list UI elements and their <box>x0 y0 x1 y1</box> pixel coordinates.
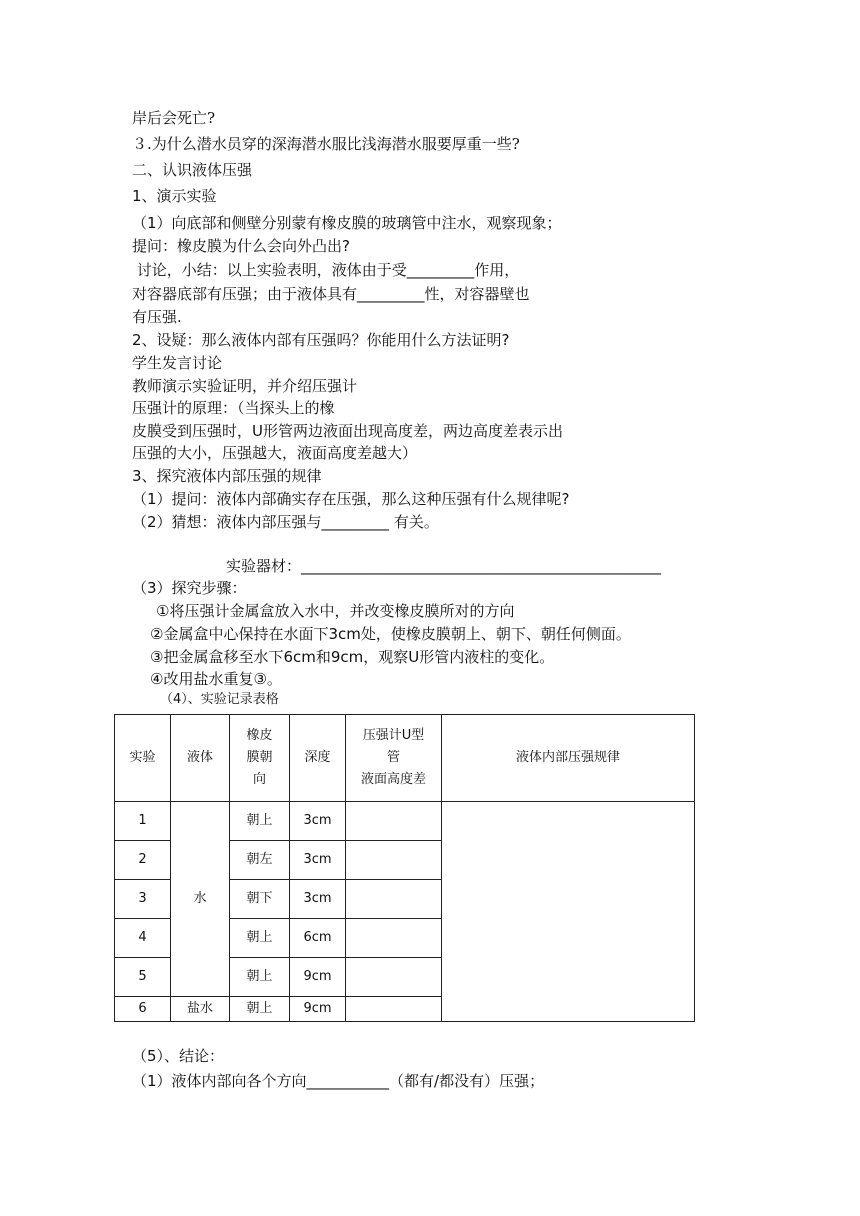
height-difference-cell <box>346 997 442 1022</box>
trial-number: 3 <box>115 880 171 919</box>
line-6: 提问：橡皮膜为什么会向外凸出? <box>132 237 350 255</box>
depth: 9cm <box>290 997 346 1022</box>
section-heading: 二、认识液体压强 <box>132 161 253 179</box>
trial-number: 5 <box>115 958 171 997</box>
subheading-1: 1、演示实验 <box>132 187 217 205</box>
table-header-row <box>115 715 695 802</box>
line-8: 对容器底部有压强；由于液体具有_________性，对容器壁也 <box>132 285 530 303</box>
conclusion-heading: （5）、结论： <box>132 1047 225 1065</box>
depth: 3cm <box>290 880 346 919</box>
line-14: 皮膜受到压强时，U形管两边液面出现高度差，两边高度差表示出 <box>132 422 563 440</box>
record-table <box>114 714 695 1022</box>
header-trial: 实验 <box>115 715 171 802</box>
header-membrane-direction: 橡皮 膜朝 向 <box>230 715 290 802</box>
trial-number: 1 <box>115 802 171 841</box>
trial-number: 2 <box>115 841 171 880</box>
line-11: 学生发言讨论 <box>132 354 223 372</box>
height-difference-cell <box>346 919 442 958</box>
header-depth: 深度 <box>290 715 346 802</box>
step-2: ②金属盒中心保持在水面下3cm处，使橡皮膜朝上、朝下、朝任何侧面。 <box>150 625 631 643</box>
pressure-rule-cell <box>442 802 695 1022</box>
step-3: ③把金属盒移至水下6cm和9cm，观察U形管内液柱的变化。 <box>150 648 555 666</box>
depth: 3cm <box>290 802 346 841</box>
line-12: 教师演示实验证明，并介绍压强计 <box>132 377 358 395</box>
liquid-saltwater: 盐水 <box>171 997 230 1022</box>
equipment-line: 实验器材：________________________________________________ <box>226 557 662 575</box>
depth: 3cm <box>290 841 346 880</box>
membrane-direction: 朝左 <box>230 841 290 880</box>
line-10: 2、设疑：那么液体内部有压强吗？你能用什么方法证明? <box>132 331 510 349</box>
trial-number: 6 <box>115 997 171 1022</box>
step-1: ①将压强计金属盒放入水中，并改变橡皮膜所对的方向 <box>156 602 515 620</box>
liquid-water: 水 <box>171 802 230 997</box>
header-height-difference: 压强计U型 管 液面高度差 <box>346 715 442 802</box>
line-13: 压强计的原理：（当探头上的橡 <box>132 399 335 417</box>
line-9: 有压强. <box>132 308 182 326</box>
depth: 6cm <box>290 919 346 958</box>
header-pressure-rule: 液体内部压强规律 <box>442 715 695 802</box>
line-7: 讨论，小结：以上实验表明，液体由于受_________作用， <box>132 261 520 279</box>
subheading-3: 3、探究液体内部压强的规律 <box>132 467 322 485</box>
line-18: （2）猜想：液体内部压强与_________ 有关。 <box>132 513 439 531</box>
height-difference-cell <box>346 958 442 997</box>
depth: 9cm <box>290 958 346 997</box>
line-17: （1）提问：液体内部确实存在压强，那么这种压强有什么规律呢? <box>132 490 570 508</box>
membrane-direction: 朝上 <box>230 958 290 997</box>
membrane-direction: 朝上 <box>230 919 290 958</box>
line-15: 压强的大小，压强越大，液面高度差越大） <box>132 444 418 462</box>
membrane-direction: 朝下 <box>230 880 290 919</box>
membrane-direction: 朝上 <box>230 802 290 841</box>
height-difference-cell <box>346 841 442 880</box>
steps-heading: （3）探究步骤： <box>132 579 247 597</box>
table-caption: （4）、实验记录表格 <box>160 692 279 707</box>
conclusion-1: （1）液体内部向各个方向___________（都有/都没有）压强； <box>132 1072 545 1090</box>
table-row <box>115 802 695 841</box>
membrane-direction: 朝上 <box>230 997 290 1022</box>
line-5: （1）向底部和侧壁分别蒙有橡皮膜的玻璃管中注水，观察现象； <box>132 214 562 232</box>
header-liquid: 液体 <box>171 715 230 802</box>
step-4: ④改用盐水重复③。 <box>150 670 282 688</box>
height-difference-cell <box>346 880 442 919</box>
trial-number: 4 <box>115 919 171 958</box>
line-1: 岸后会死亡? <box>132 109 216 127</box>
height-difference-cell <box>346 802 442 841</box>
question-3: ３.为什么潜水员穿的深海潜水服比浅海潜水服要厚重一些? <box>132 135 520 153</box>
